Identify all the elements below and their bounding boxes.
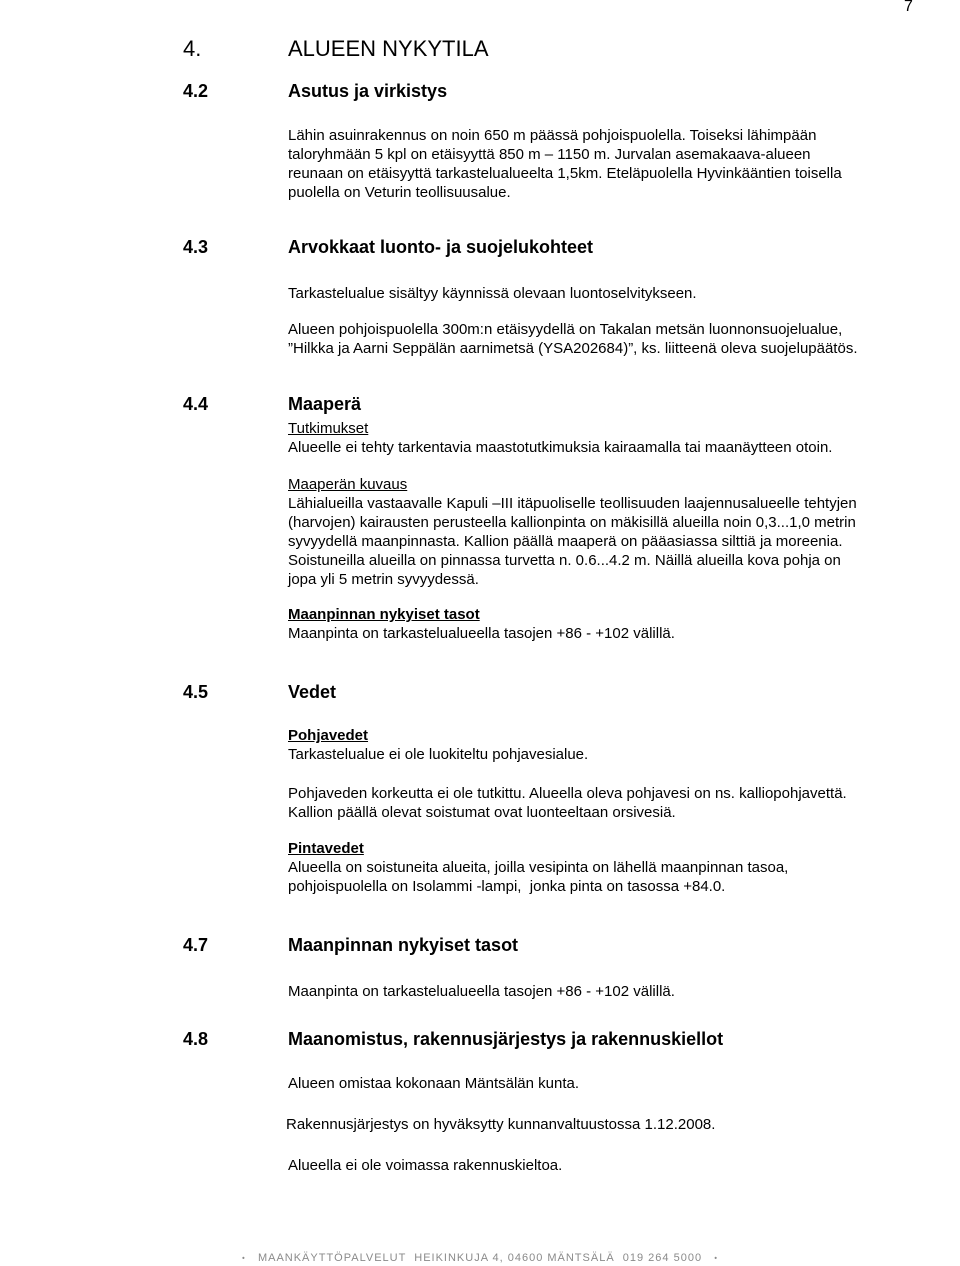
section-4-4-tutkimukset <box>288 419 914 457</box>
section-4-8-paragraph-3: Alueella ei ole voimassa rakennuskieltoa. <box>288 1157 563 1174</box>
paragraph-line: Alueen pohjoispuolella 300m:n etäisyydellä on Takalan metsän luonnonsuojelualue, <box>288 321 843 338</box>
subheading-tutkimukset: Tutkimukset <box>288 420 369 437</box>
section-4-5-pintavedet <box>288 839 914 896</box>
section-4-5-title: Vedet <box>288 682 337 702</box>
section-4-7-title: Maanpinnan nykyiset tasot <box>288 935 519 955</box>
paragraph-line: Alueelle ei tehty tarkentavia maastotutkimuksia kairaamalla tai maanäytteen otoin. <box>288 439 833 456</box>
subheading-pohjavedet: Pohjavedet <box>288 727 369 744</box>
section-4-3-number: 4.3 <box>183 237 209 257</box>
section-4-3-paragraph-1: Tarkastelualue sisältyy käynnissä olevaan luontoselvitykseen. <box>288 285 697 302</box>
section-4-5-pohjavedet <box>288 726 914 764</box>
paragraph-line: taloryhmään 5 kpl on etäisyyttä 850 m – 1150 m. Jurvalan asemakaava-alueen <box>288 146 811 163</box>
footer-bullet-right: • <box>714 1253 719 1263</box>
subheading-pintavedet: Pintavedet <box>288 840 364 857</box>
section-4-8-title: Maanomistus, rakennusjärjestys ja rakennuskiellot <box>288 1029 724 1049</box>
paragraph-line: (harvojen) kairausten perusteella kallionpinta on mäkisillä alueilla noin 0,3...1,0 metrin <box>288 514 856 531</box>
paragraph-line: ”Hilkka ja Aarni Seppälän aarnimetsä (YSA202684)”, ks. liitteenä oleva suojelupäätös. <box>288 340 858 357</box>
paragraph-line: Lähin asuinrakennus on noin 650 m päässä pohjoispuolella. Toiseksi lähimpään <box>288 127 817 144</box>
page-number: 7 <box>904 0 913 15</box>
section-4-4-maanpinnan-tasot <box>288 605 914 643</box>
section-4-8-number: 4.8 <box>183 1029 209 1049</box>
section-4-3-title: Arvokkaat luonto- ja suojelukohteet <box>288 237 594 257</box>
section-4-4-number: 4.4 <box>183 394 209 414</box>
section-4-2-number: 4.2 <box>183 81 209 101</box>
paragraph-line: Soistuneilla alueilla on pinnassa turvetta n. 0.6...4.2 m. Näillä alueilla kova pohja on <box>288 552 841 569</box>
section-4-4-title: Maaperä <box>288 394 362 414</box>
section-4-5-number: 4.5 <box>183 682 209 702</box>
paragraph-line: reunaan on etäisyyttä tarkastelualueelta 1,5km. Eteläpuolella Hyvinkääntien toisella <box>288 165 842 182</box>
section-4-7-number: 4.7 <box>183 935 209 955</box>
paragraph-line: Kallion päällä olevat soistumat ovat luonteeltaan orsivesiä. <box>288 804 676 821</box>
section-4-8-paragraph-1: Alueen omistaa kokonaan Mäntsälän kunta. <box>288 1075 580 1092</box>
section-4-5-paragraph-2 <box>288 784 914 822</box>
section-4-7-paragraph: Maanpinta on tarkastelualueella tasojen +86 - +102 välillä. <box>288 983 675 1000</box>
chapter-title: ALUEEN NYKYTILA <box>288 36 489 61</box>
section-4-2-title: Asutus ja virkistys <box>288 81 448 101</box>
page-footer <box>0 1252 960 1264</box>
paragraph-line: syvyydellä maanpinnasta. Kallion päällä maaperä on pääasiassa silttiä ja moreenia. <box>288 533 843 550</box>
section-4-4-maaperan-kuvaus <box>288 475 914 589</box>
section-4-2-paragraph <box>288 126 914 202</box>
subheading-maanpinnan-tasot: Maanpinnan nykyiset tasot <box>288 606 480 623</box>
paragraph-line: jopa yli 5 metrin syvyydessä. <box>288 571 479 588</box>
paragraph-line: Tarkastelualue ei ole luokiteltu pohjavesialue. <box>288 746 589 763</box>
paragraph-line: Maanpinta on tarkastelualueella tasojen +86 - +102 välillä. <box>288 625 675 642</box>
subheading-maaperan-kuvaus: Maaperän kuvaus <box>288 476 408 493</box>
section-4-3-paragraph-2 <box>288 320 914 358</box>
paragraph-line: Alueella on soistuneita alueita, joilla vesipinta on lähellä maanpinnan tasoa, <box>288 859 789 876</box>
paragraph-line: Pohjaveden korkeutta ei ole tutkittu. Alueella oleva pohjavesi on ns. kalliopohjavettä. <box>288 785 847 802</box>
section-4-8-paragraph-2: Rakennusjärjestys on hyväksytty kunnanvaltuustossa 1.12.2008. <box>286 1116 716 1133</box>
footer-bullet-left: • <box>241 1253 246 1263</box>
chapter-number: 4. <box>183 36 202 61</box>
paragraph-line: puolella on Veturin teollisuusalue. <box>288 184 511 201</box>
paragraph-line: pohjoispuolella on Isolammi -lampi, jonka pinta on tasossa +84.0. <box>288 878 726 895</box>
paragraph-line: Lähialueilla vastaavalle Kapuli –III itäpuoliselle teollisuuden laajennusalueelle tehtyjen <box>288 495 857 512</box>
footer-text: MAANKÄYTTÖPALVELUT HEIKINKUJA 4, 04600 MÄNTSÄLÄ 019 264 5000 <box>257 1252 703 1264</box>
